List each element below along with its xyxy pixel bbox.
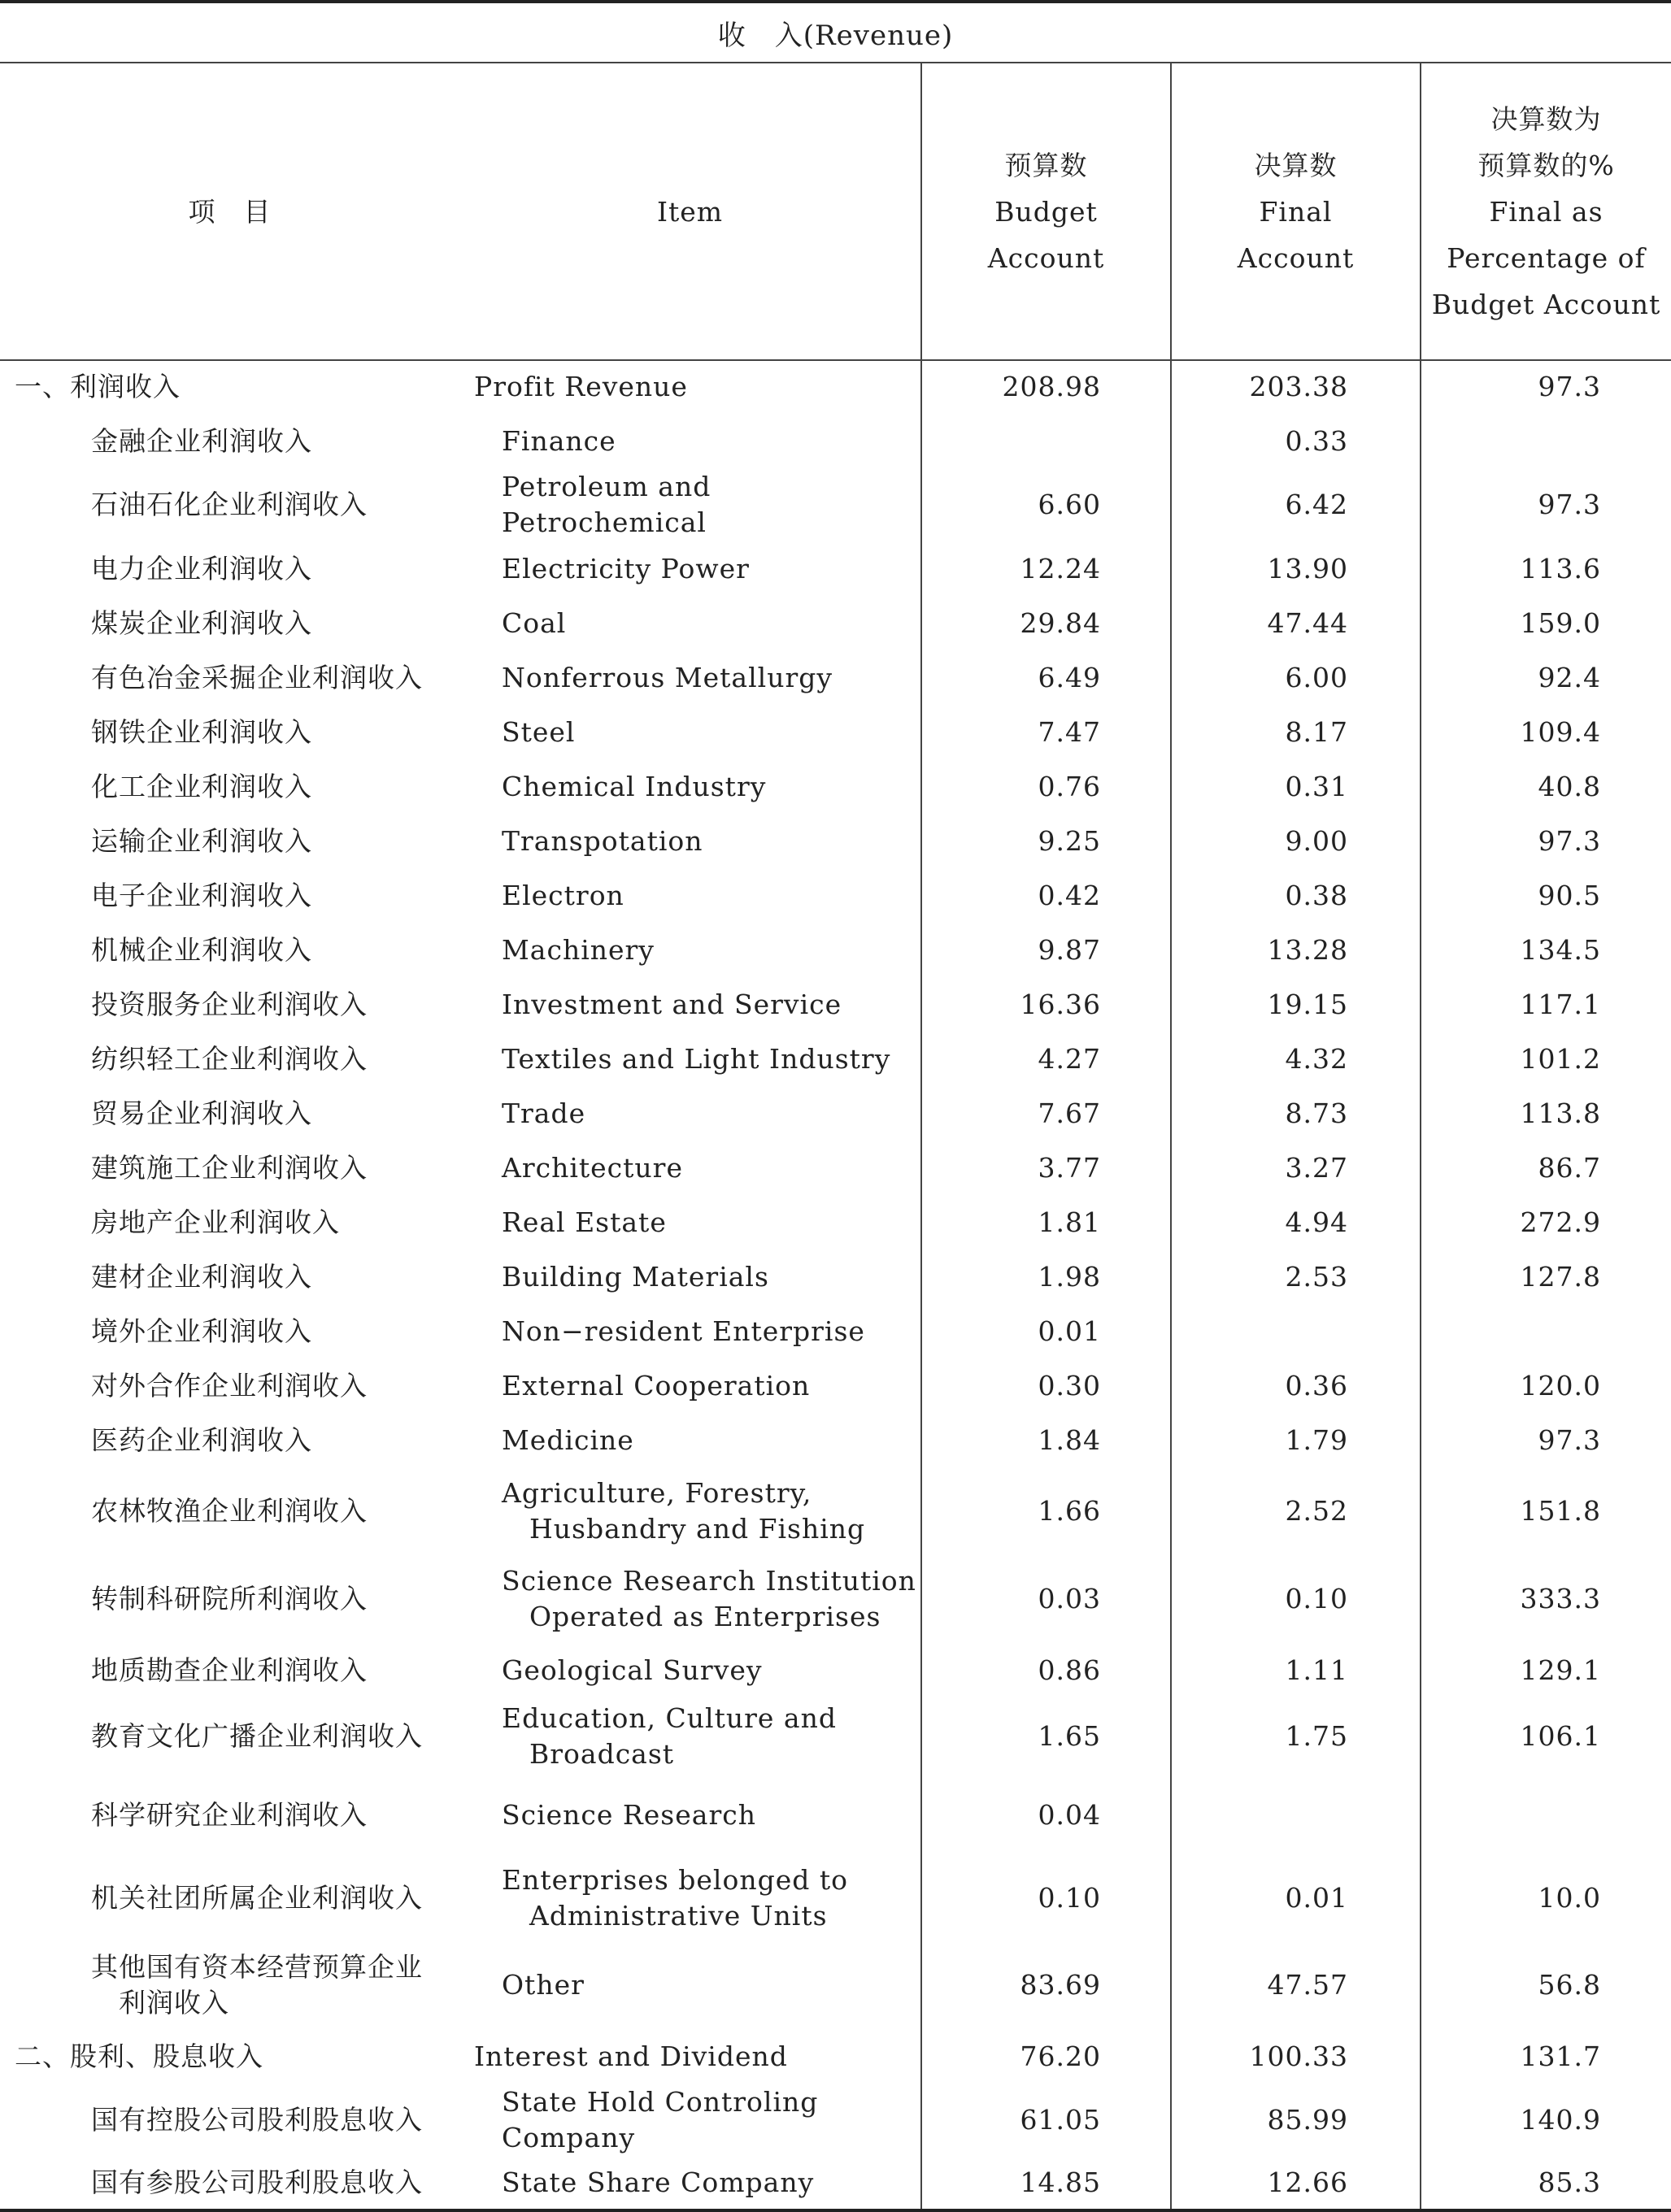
- table-row: [0, 705, 1671, 759]
- final-value: 1.75: [1171, 1697, 1421, 1775]
- final-value: 0.38: [1171, 868, 1421, 923]
- item-en: Real Estate: [502, 1206, 667, 1238]
- final-value: 4.94: [1171, 1195, 1421, 1249]
- budget-value: 9.25: [921, 814, 1171, 868]
- item-en: [459, 1697, 921, 1775]
- item-en-line: Education, Culture and: [502, 1702, 837, 1734]
- item-en: Coal: [502, 606, 567, 639]
- header-item-zh: 项 目: [0, 63, 459, 360]
- percent-value: 109.4: [1421, 705, 1671, 759]
- budget-value: 12.24: [921, 541, 1171, 596]
- item-en-line: Operated as Enterprises: [529, 1601, 881, 1632]
- percent-value: [1421, 1775, 1671, 1855]
- percent-value: 101.2: [1421, 1032, 1671, 1086]
- item-en: Chemical Industry: [502, 770, 767, 802]
- item-en: Transpotation: [502, 824, 703, 857]
- header-item-en: Item: [459, 63, 921, 360]
- item-en-line: Enterprises belonged to: [502, 1864, 848, 1896]
- header-row: [0, 63, 1671, 360]
- budget-value: 1.84: [921, 1413, 1171, 1467]
- percent-value: 134.5: [1421, 923, 1671, 977]
- item-en: Medicine: [502, 1423, 634, 1456]
- percent-value: 127.8: [1421, 1249, 1671, 1304]
- budget-value: 29.84: [921, 596, 1171, 650]
- item-en: Interest and Dividend: [474, 2040, 788, 2072]
- header-percent: [1421, 63, 1671, 360]
- table-row: [0, 1467, 1671, 1555]
- budget-value: 0.86: [921, 1643, 1171, 1697]
- item-en: Non−resident Enterprise: [502, 1315, 865, 1347]
- final-value: 85.99: [1171, 2084, 1421, 2157]
- item-en: Science Research: [502, 1799, 756, 1831]
- item-zh: 贸易企业利润收入: [91, 1097, 312, 1129]
- final-value: 13.90: [1171, 541, 1421, 596]
- header-budget-line: Budget: [994, 195, 1098, 228]
- item-zh: 石油石化企业利润收入: [91, 489, 368, 520]
- item-zh: 医药企业利润收入: [91, 1423, 312, 1456]
- item-zh: 机械企业利润收入: [91, 933, 312, 966]
- item-en: Architecture: [502, 1151, 683, 1184]
- item-zh: 机关社团所属企业利润收入: [91, 1882, 423, 1914]
- percent-value: [1421, 1304, 1671, 1358]
- item-en: Investment and Service: [502, 988, 842, 1020]
- header-final-line: Account: [1237, 241, 1355, 274]
- table-row: [0, 759, 1671, 814]
- budget-value: 1.65: [921, 1697, 1171, 1775]
- budget-value: 0.76: [921, 759, 1171, 814]
- item-zh: 转制科研院所利润收入: [91, 1583, 368, 1614]
- percent-value: 159.0: [1421, 596, 1671, 650]
- item-en: External Cooperation: [502, 1369, 811, 1402]
- table-row: [0, 1941, 1671, 2029]
- table-row: [0, 1413, 1671, 1467]
- item-zh: 地质勘查企业利润收入: [91, 1654, 368, 1686]
- table-title-row: [0, 2, 1671, 63]
- final-value: 6.42: [1171, 468, 1421, 541]
- budget-value: 3.77: [921, 1141, 1171, 1195]
- budget-value: 0.03: [921, 1555, 1171, 1643]
- final-value: 0.36: [1171, 1358, 1421, 1413]
- item-en: State Hold Controling Company: [502, 2086, 819, 2153]
- item-en: [459, 1555, 921, 1643]
- table-row: [0, 977, 1671, 1032]
- budget-value: 16.36: [921, 977, 1171, 1032]
- final-value: 100.33: [1171, 2029, 1421, 2084]
- item-en-line: Agriculture, Forestry,: [502, 1477, 812, 1509]
- final-value: 0.31: [1171, 759, 1421, 814]
- header-percent-line: Final as: [1489, 195, 1604, 228]
- final-value: 0.10: [1171, 1555, 1421, 1643]
- percent-value: 113.6: [1421, 541, 1671, 596]
- final-value: 13.28: [1171, 923, 1421, 977]
- final-value: 3.27: [1171, 1141, 1421, 1195]
- final-value: 1.79: [1171, 1413, 1421, 1467]
- item-zh: 农林牧渔企业利润收入: [91, 1495, 368, 1527]
- header-percent-line: 预算数的%: [1477, 149, 1615, 181]
- percent-value: 140.9: [1421, 2084, 1671, 2157]
- percent-value: 117.1: [1421, 977, 1671, 1032]
- header-percent-line: 决算数为: [1490, 102, 1602, 135]
- item-zh: 煤炭企业利润收入: [91, 606, 312, 639]
- item-zh: 房地产企业利润收入: [91, 1206, 340, 1238]
- budget-value: 0.30: [921, 1358, 1171, 1413]
- budget-value: 9.87: [921, 923, 1171, 977]
- final-value: 19.15: [1171, 977, 1421, 1032]
- table-title: 收 入(Revenue): [0, 2, 1671, 63]
- final-value: [1171, 1304, 1421, 1358]
- item-zh: 投资服务企业利润收入: [91, 988, 368, 1020]
- table-row: [0, 1086, 1671, 1141]
- item-zh: [0, 1941, 459, 2029]
- header-budget-line: Account: [987, 241, 1105, 274]
- item-zh: 建筑施工企业利润收入: [91, 1151, 368, 1184]
- percent-value: 86.7: [1421, 1141, 1671, 1195]
- percent-value: 97.3: [1421, 1413, 1671, 1467]
- budget-value: 0.42: [921, 868, 1171, 923]
- header-final-line: 决算数: [1254, 149, 1338, 181]
- table-row: [0, 1358, 1671, 1413]
- item-en: Nonferrous Metallurgy: [502, 661, 833, 693]
- table-row: [0, 650, 1671, 705]
- item-en: Machinery: [502, 933, 655, 966]
- item-en: Electricity Power: [502, 552, 750, 585]
- item-zh: 教育文化广播企业利润收入: [91, 1720, 423, 1752]
- item-zh: 国有控股公司股利股息收入: [91, 2104, 423, 2136]
- budget-value: 0.01: [921, 1304, 1171, 1358]
- table-row: [0, 1775, 1671, 1855]
- item-zh: 一、利润收入: [15, 371, 181, 402]
- item-en: Geological Survey: [502, 1654, 763, 1686]
- budget-value: 7.47: [921, 705, 1171, 759]
- table-row: [0, 1697, 1671, 1775]
- percent-value: 56.8: [1421, 1941, 1671, 2029]
- item-zh: 钢铁企业利润收入: [91, 715, 312, 748]
- percent-value: 272.9: [1421, 1195, 1671, 1249]
- percent-value: 97.3: [1421, 468, 1671, 541]
- item-en-line: Husbandry and Fishing: [529, 1513, 866, 1545]
- budget-value: 1.81: [921, 1195, 1171, 1249]
- percent-value: 106.1: [1421, 1697, 1671, 1775]
- header-final-line: Final: [1259, 195, 1333, 228]
- table-row: [0, 360, 1671, 414]
- table-row: [0, 468, 1671, 541]
- item-zh: 电力企业利润收入: [91, 552, 312, 585]
- table-row: [0, 2029, 1671, 2084]
- final-value: 8.17: [1171, 705, 1421, 759]
- table-row: [0, 2157, 1671, 2210]
- percent-value: 90.5: [1421, 868, 1671, 923]
- table-row: [0, 1195, 1671, 1249]
- item-en: Steel: [502, 715, 576, 748]
- budget-value: [921, 414, 1171, 468]
- item-zh: 化工企业利润收入: [91, 770, 312, 802]
- table-row: [0, 1249, 1671, 1304]
- item-zh: 国有参股公司股利股息收入: [0, 2157, 459, 2210]
- item-en: Textiles and Light Industry: [502, 1042, 891, 1075]
- percent-value: 151.8: [1421, 1467, 1671, 1555]
- final-value: 47.57: [1171, 1941, 1421, 2029]
- table-row: [0, 1855, 1671, 1941]
- budget-value: 208.98: [921, 360, 1171, 414]
- percent-value: 131.7: [1421, 2029, 1671, 2084]
- final-value: 203.38: [1171, 360, 1421, 414]
- item-en-line: Broadcast: [529, 1738, 675, 1770]
- final-value: 1.11: [1171, 1643, 1421, 1697]
- table-row: [0, 1304, 1671, 1358]
- header-budget-line: 预算数: [1004, 149, 1088, 181]
- header-percent-line: Budget Account: [1431, 288, 1661, 320]
- final-value: 2.53: [1171, 1249, 1421, 1304]
- budget-value: 1.98: [921, 1249, 1171, 1304]
- budget-value: 7.67: [921, 1086, 1171, 1141]
- budget-value: 6.49: [921, 650, 1171, 705]
- item-zh-line: 利润收入: [119, 1987, 229, 2019]
- item-zh: 有色冶金采掘企业利润收入: [91, 661, 423, 693]
- budget-value: 6.60: [921, 468, 1171, 541]
- percent-value: 129.1: [1421, 1643, 1671, 1697]
- header-budget: [921, 63, 1171, 360]
- header-percent-line: Percentage of: [1447, 241, 1646, 274]
- final-value: 6.00: [1171, 650, 1421, 705]
- budget-value: 83.69: [921, 1941, 1171, 2029]
- item-en: [459, 1855, 921, 1941]
- item-zh: 境外企业利润收入: [91, 1315, 312, 1347]
- item-en: Finance: [502, 424, 616, 457]
- item-zh: 电子企业利润收入: [91, 879, 312, 911]
- item-en: Other: [502, 1969, 585, 2001]
- table-row: [0, 596, 1671, 650]
- final-value: 0.33: [1171, 414, 1421, 468]
- table-row: [0, 2084, 1671, 2157]
- item-en-line: Science Research Institution: [502, 1565, 916, 1597]
- budget-value: 61.05: [921, 2084, 1171, 2157]
- percent-value: 85.3: [1421, 2157, 1671, 2210]
- budget-value: 4.27: [921, 1032, 1171, 1086]
- item-zh: 金融企业利润收入: [91, 424, 312, 457]
- table-row: [0, 1643, 1671, 1697]
- final-value: 8.73: [1171, 1086, 1421, 1141]
- item-en: State Share Company: [459, 2157, 921, 2210]
- item-zh: 对外合作企业利润收入: [91, 1369, 368, 1402]
- final-value: 47.44: [1171, 596, 1421, 650]
- final-value: 4.32: [1171, 1032, 1421, 1086]
- final-value: 0.01: [1171, 1855, 1421, 1941]
- item-en: Building Materials: [502, 1260, 769, 1293]
- item-zh: 建材企业利润收入: [91, 1260, 312, 1293]
- item-zh: 二、股利、股息收入: [15, 2040, 263, 2072]
- percent-value: 113.8: [1421, 1086, 1671, 1141]
- final-value: 12.66: [1171, 2157, 1421, 2210]
- final-value: 2.52: [1171, 1467, 1421, 1555]
- budget-value: 76.20: [921, 2029, 1171, 2084]
- budget-value: 1.66: [921, 1467, 1171, 1555]
- item-en: Petroleum and Petrochemical: [502, 471, 711, 538]
- table-row: [0, 814, 1671, 868]
- percent-value: 92.4: [1421, 650, 1671, 705]
- percent-value: 333.3: [1421, 1555, 1671, 1643]
- percent-value: [1421, 414, 1671, 468]
- table-row: [0, 1032, 1671, 1086]
- header-final: [1171, 63, 1421, 360]
- item-en: [459, 1467, 921, 1555]
- budget-value: 0.04: [921, 1775, 1171, 1855]
- table-row: [0, 1555, 1671, 1643]
- percent-value: 10.0: [1421, 1855, 1671, 1941]
- table-row: [0, 1141, 1671, 1195]
- final-value: 9.00: [1171, 814, 1421, 868]
- table-row: [0, 541, 1671, 596]
- item-zh: 纺织轻工企业利润收入: [91, 1042, 368, 1075]
- percent-value: 97.3: [1421, 814, 1671, 868]
- percent-value: 120.0: [1421, 1358, 1671, 1413]
- item-zh: 运输企业利润收入: [91, 824, 312, 857]
- table-row: [0, 414, 1671, 468]
- final-value: [1171, 1775, 1421, 1855]
- item-zh-line: 其他国有资本经营预算企业: [91, 1951, 423, 1983]
- percent-value: 97.3: [1421, 360, 1671, 414]
- budget-value: 14.85: [921, 2157, 1171, 2210]
- item-en: Profit Revenue: [474, 371, 688, 402]
- item-zh: 科学研究企业利润收入: [91, 1799, 368, 1831]
- item-en: Electron: [502, 879, 624, 911]
- budget-value: 0.10: [921, 1855, 1171, 1941]
- table-row: [0, 868, 1671, 923]
- item-en: Trade: [502, 1097, 586, 1129]
- percent-value: 40.8: [1421, 759, 1671, 814]
- item-en-line: Administrative Units: [529, 1900, 828, 1932]
- table-row: [0, 923, 1671, 977]
